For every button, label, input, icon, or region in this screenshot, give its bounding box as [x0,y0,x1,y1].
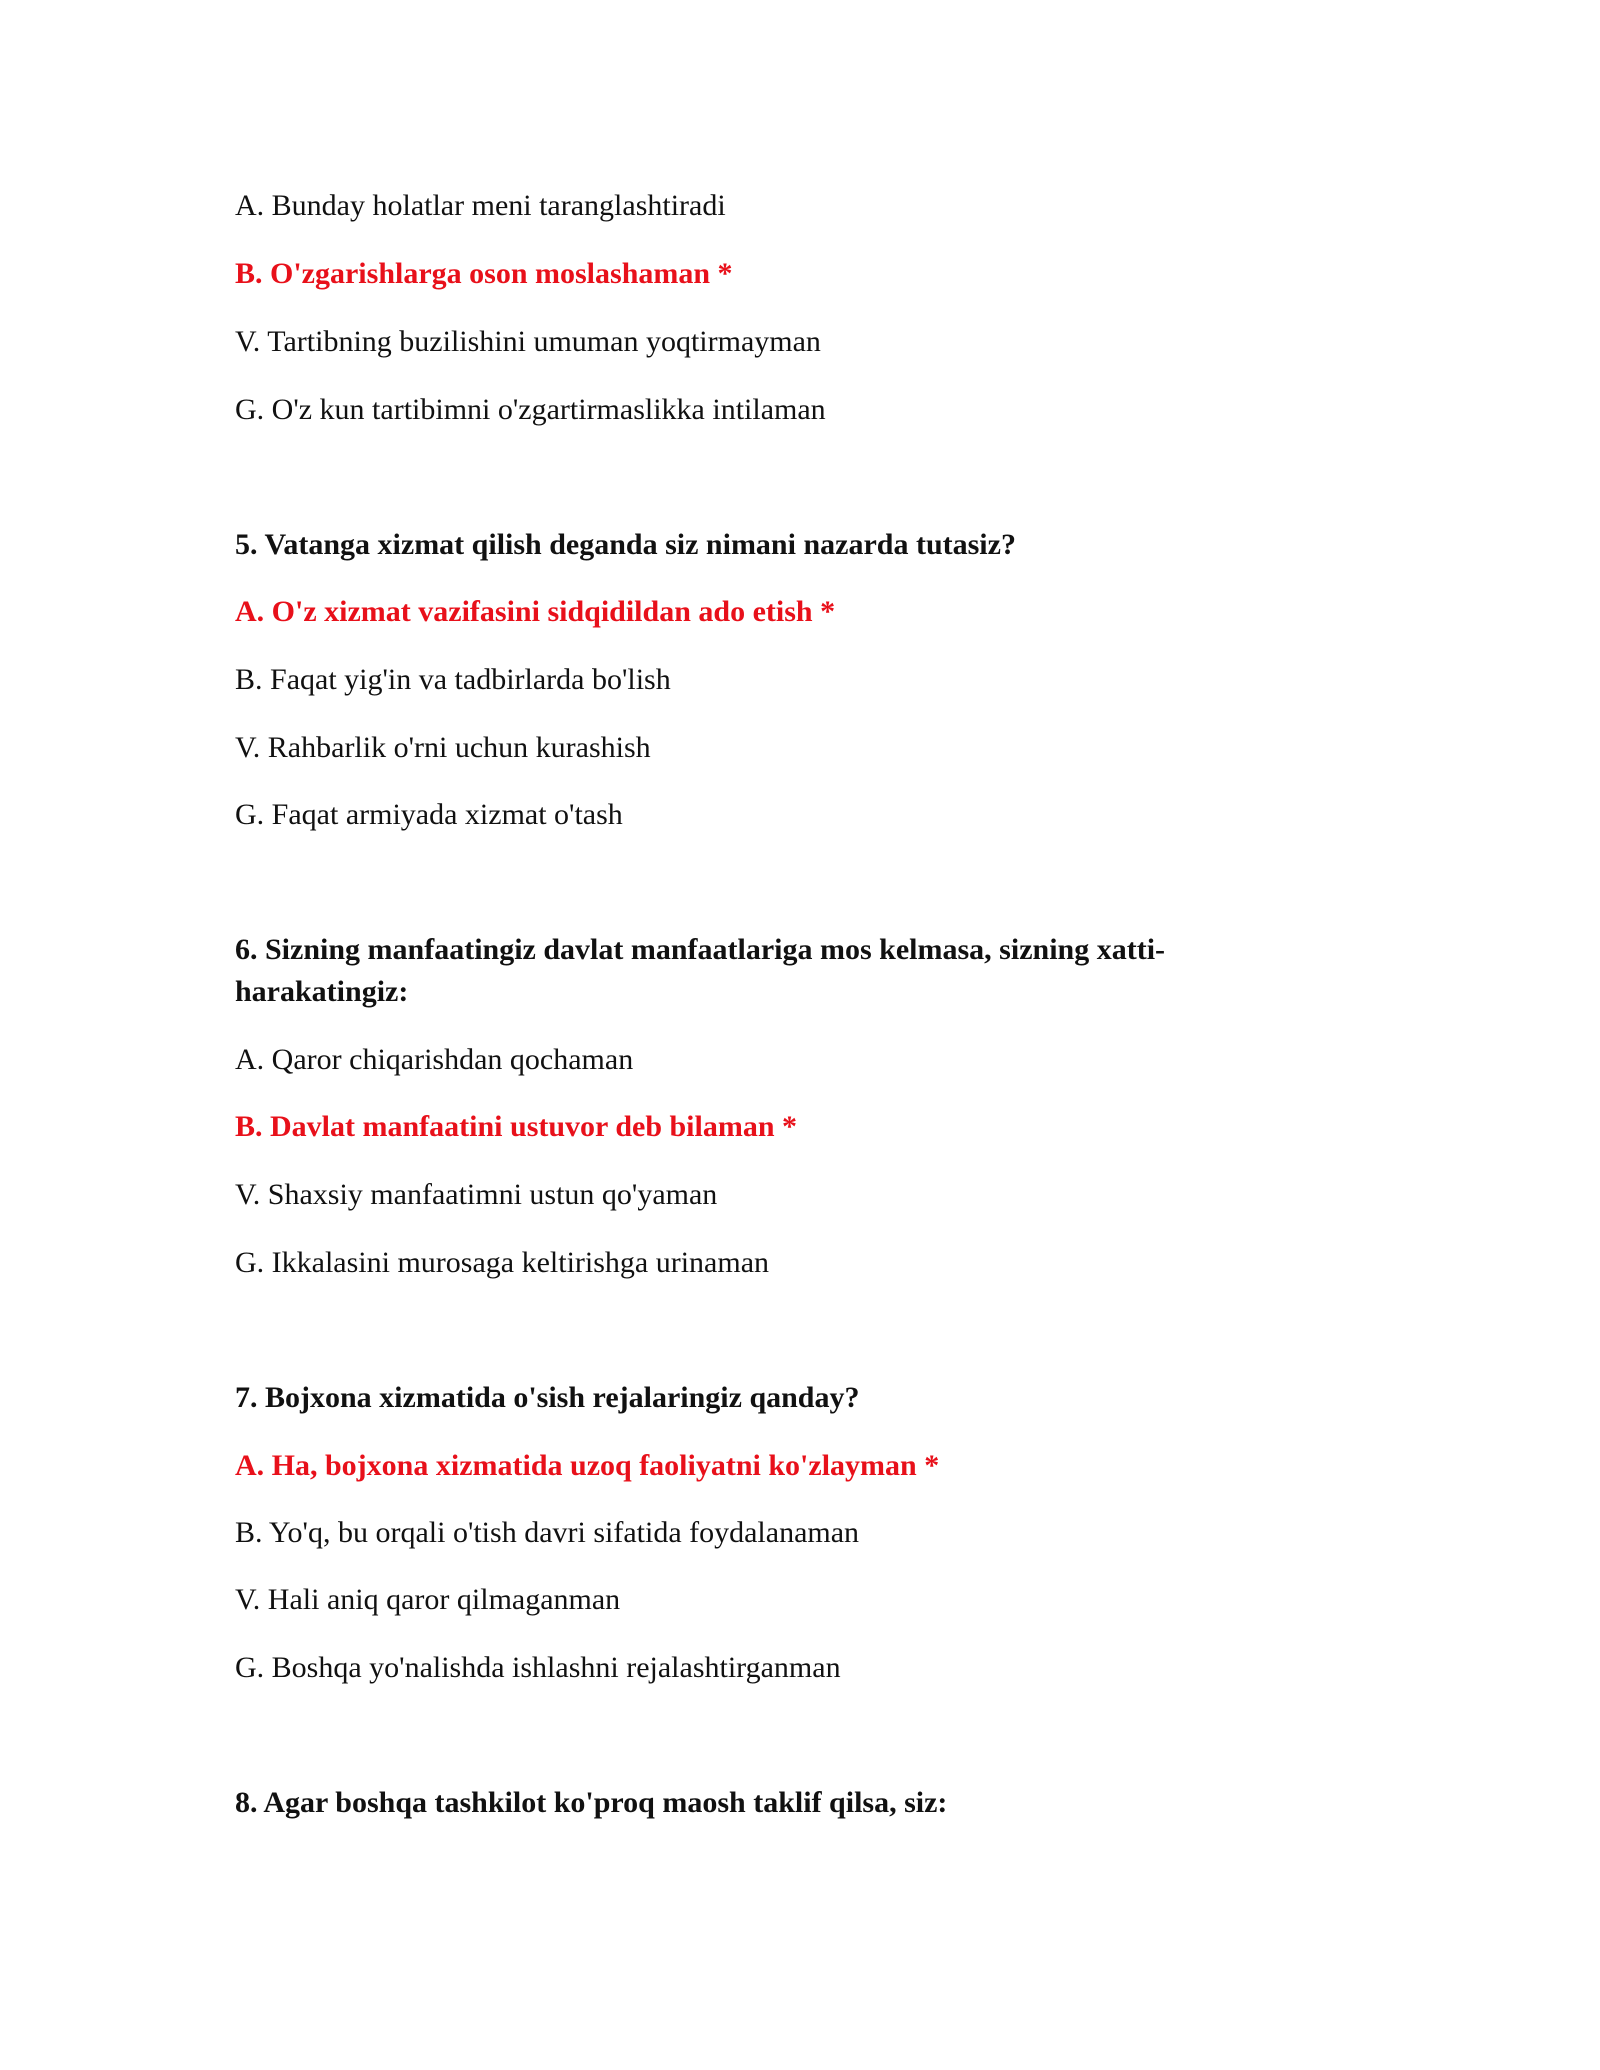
q7-option-a-correct: A. Ha, bojxona xizmatida uzoq faoliyatni ko'zlayman * [235,1449,940,1482]
q5-option-b: B. Faqat yig'in va tadbirlarda bo'lish [235,663,671,696]
question-8: 8. Agar boshqa tashkilot ko'proq maosh taklif qilsa, siz: [235,1786,948,1819]
q5-option-a-correct: A. O'z xizmat vazifasini sidqidildan ado etish * [235,595,836,628]
question-6-line-2: harakatingiz: [235,975,409,1008]
q6-option-b-correct: B. Davlat manfaatini ustuvor deb bilaman * [235,1110,798,1143]
q6-option-a: A. Qaror chiqarishdan qochaman [235,1043,634,1076]
q6-option-g: G. Ikkalasini murosaga keltirishga urinaman [235,1246,770,1279]
q7-option-v: V. Hali aniq qaror qilmaganman [235,1583,621,1616]
option-a: A. Bunday holatlar meni taranglashtiradi [235,189,726,222]
q6-option-v: V. Shaxsiy manfaatimni ustun qo'yaman [235,1178,718,1211]
question-6-line-1: 6. Sizning manfaatingiz davlat manfaatlariga mos kelmasa, sizning xatti- [235,933,1166,966]
question-7: 7. Bojxona xizmatida o'sish rejalaringiz qanday? [235,1381,860,1414]
option-g: G. O'z kun tartibimni o'zgartirmaslikka intilaman [235,393,826,426]
q7-option-b: B. Yo'q, bu orqali o'tish davri sifatida foydalanaman [235,1516,860,1549]
q5-option-v: V. Rahbarlik o'rni uchun kurashish [235,731,651,764]
question-5: 5. Vatanga xizmat qilish deganda siz nimani nazarda tutasiz? [235,528,1016,561]
option-v: V. Tartibning buzilishini umuman yoqtirmayman [235,325,821,358]
q5-option-g: G. Faqat armiyada xizmat o'tash [235,798,623,831]
q7-option-g: G. Boshqa yo'nalishda ishlashni rejalashtirganman [235,1651,841,1684]
option-b-correct: B. O'zgarishlarga oson moslashaman * [235,257,733,290]
